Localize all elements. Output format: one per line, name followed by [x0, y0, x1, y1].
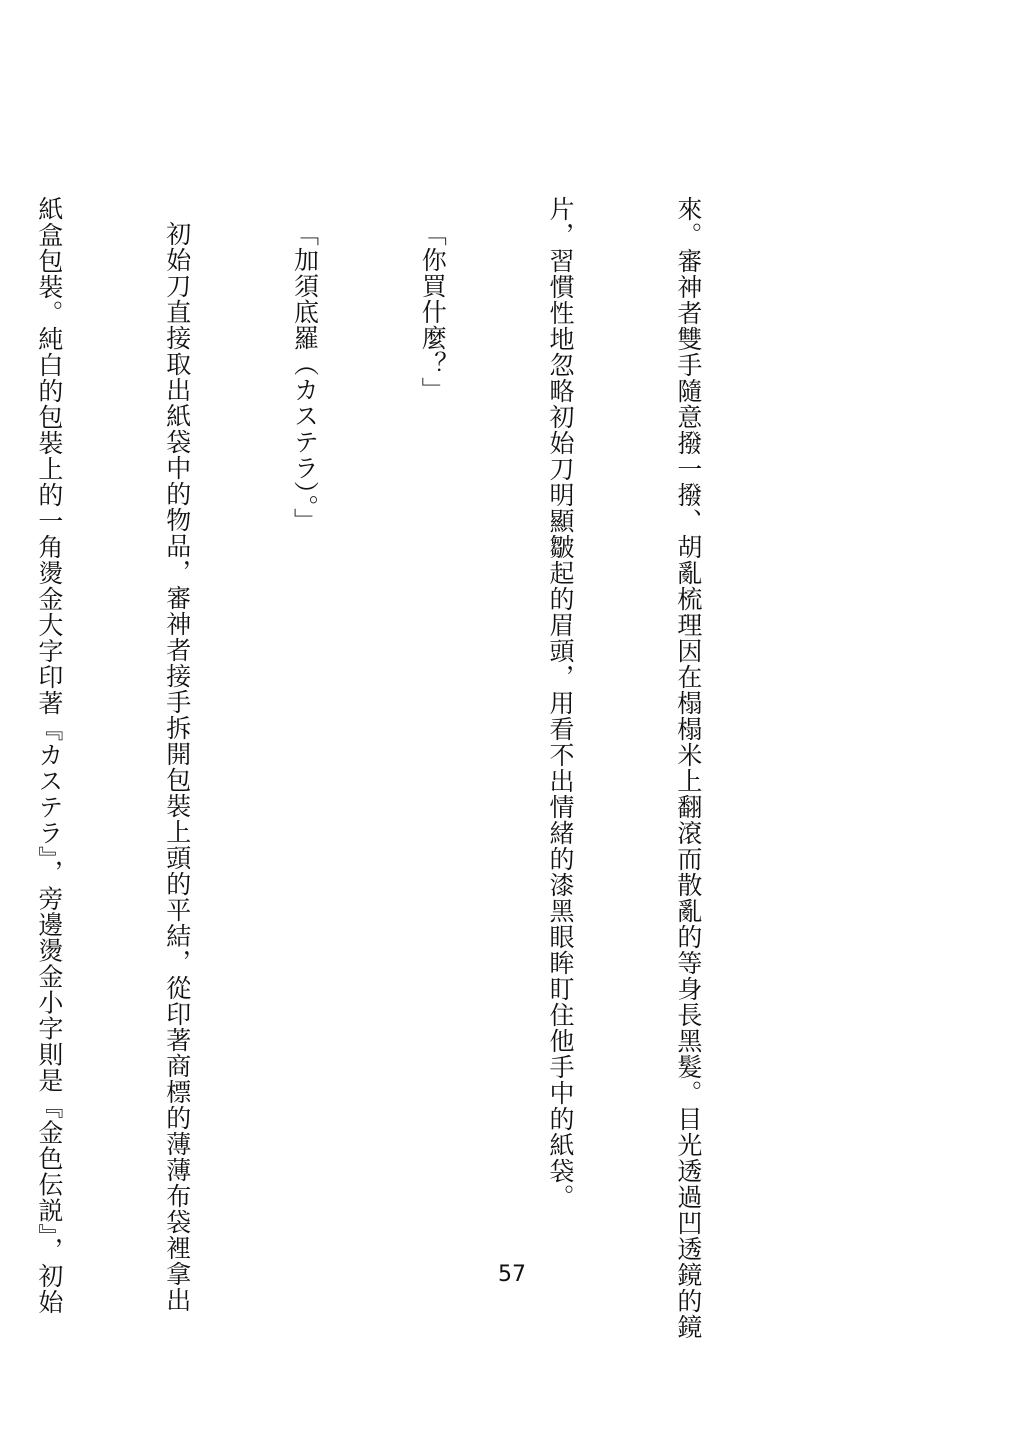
- text-column: 「加須底羅（カステラ）。」: [290, 221, 320, 534]
- page-number: 57: [498, 1262, 526, 1287]
- text-column: 片，習慣性地忽略初始刀明顯皺起的眉頭，用看不出情緒的漆黑眼眸盯住他手中的紙袋。: [546, 196, 576, 1210]
- text-column: 初始刀直接取出紙袋中的物品，審神者接手拆開包裝上頭的平結，從印著商標的薄薄布袋裡拿出: [162, 221, 192, 1313]
- text-column: 紙盒包裝。純白的包裝上的一角燙金大字印著『カステラ』，旁邊燙金小字則是『金色伝説』，初始: [34, 196, 64, 1315]
- text-column: 來。審神者雙手隨意撥一撥、胡亂梳理因在榻榻米上翻滾而散亂的等身長黑髮。目光透過凹透鏡的鏡: [673, 196, 703, 1340]
- text-column: 「你買什麼？」: [418, 221, 448, 403]
